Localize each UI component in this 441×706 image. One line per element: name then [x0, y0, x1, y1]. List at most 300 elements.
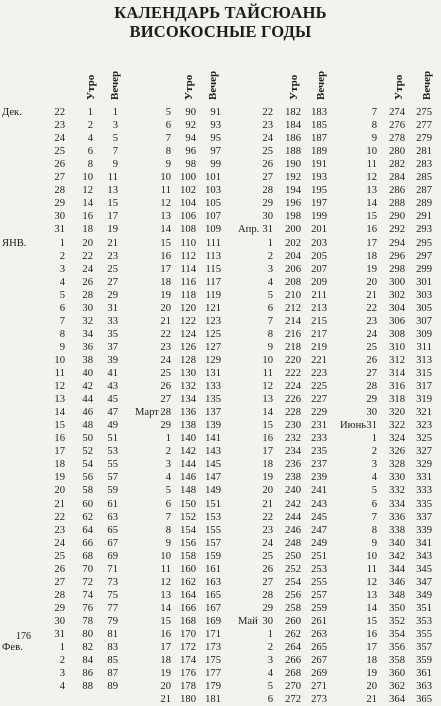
morning-cell: 270	[285, 681, 301, 693]
day-cell: 27	[262, 172, 273, 184]
morning-cell: 250	[285, 550, 301, 562]
day-cell: 3	[59, 263, 65, 275]
evening-cell: 179	[205, 681, 221, 693]
evening-cell: 175	[205, 655, 221, 667]
morning-cell: 92	[185, 120, 196, 132]
morning-cell: 318	[389, 394, 405, 406]
day-cell: 18	[366, 250, 377, 262]
day-cell: 13	[54, 394, 65, 406]
morning-cell: 134	[180, 394, 196, 406]
morning-cell: 202	[285, 237, 301, 249]
evening-cell: 33	[107, 315, 118, 327]
evening-cell: 59	[107, 485, 118, 497]
day-cell: 1	[267, 237, 273, 249]
evening-cell: 139	[205, 420, 221, 432]
header-evening: Вечер	[315, 70, 327, 100]
day-cell: 30	[262, 211, 273, 223]
morning-cell: 272	[285, 694, 301, 706]
evening-cell: 251	[311, 550, 327, 562]
evening-cell: 31	[107, 302, 118, 314]
morning-cell: 294	[389, 237, 405, 249]
day-cell: 24	[54, 133, 65, 145]
morning-cell: 224	[285, 381, 301, 393]
day-cell: 30	[262, 615, 273, 627]
morning-cell: 30	[82, 302, 93, 314]
day-cell: 5	[59, 289, 65, 301]
day-cell: 17	[160, 642, 171, 654]
morning-cell: 100	[180, 172, 196, 184]
day-cell: 18	[54, 459, 65, 471]
morning-cell: 358	[389, 655, 405, 667]
evening-cell: 65	[107, 524, 118, 536]
evening-cell: 207	[311, 263, 327, 275]
evening-cell: 245	[311, 511, 327, 523]
evening-cell: 303	[416, 289, 432, 301]
morning-cell: 240	[285, 485, 301, 497]
day-cell: 18	[160, 276, 171, 288]
evening-cell: 77	[107, 602, 118, 614]
evening-cell: 291	[416, 211, 432, 223]
day-cell: 21	[262, 498, 273, 510]
day-cell: 6	[59, 302, 65, 314]
evening-cell: 51	[107, 433, 118, 445]
day-cell: 16	[160, 250, 171, 262]
evening-cell: 135	[205, 394, 221, 406]
day-cell: 5	[267, 681, 273, 693]
morning-cell: 78	[82, 615, 93, 627]
evening-cell: 339	[416, 524, 432, 536]
day-cell: 28	[366, 381, 377, 393]
day-cell: 6	[267, 302, 273, 314]
morning-cell: 320	[389, 407, 405, 419]
evening-cell: 229	[311, 407, 327, 419]
day-cell: 12	[160, 576, 171, 588]
morning-cell: 322	[389, 420, 405, 432]
morning-cell: 288	[389, 198, 405, 210]
evening-cell: 105	[205, 198, 221, 210]
day-cell: 29	[262, 198, 273, 210]
morning-cell: 276	[389, 120, 405, 132]
day-cell: 22	[262, 107, 273, 118]
day-cell: 9	[165, 159, 171, 171]
day-cell: 19	[262, 472, 273, 484]
evening-cell: 329	[416, 459, 432, 471]
evening-cell: 29	[107, 289, 118, 301]
day-cell: 11	[54, 368, 65, 379]
day-cell: 13	[366, 185, 377, 197]
morning-cell: 360	[389, 668, 405, 680]
evening-cell: 273	[311, 694, 327, 706]
day-cell: 27	[160, 394, 171, 406]
morning-cell: 158	[180, 550, 196, 562]
evening-cell: 311	[416, 341, 432, 353]
evening-cell: 355	[416, 629, 432, 640]
month-label: ЯНВ.	[2, 237, 27, 249]
day-cell: 1	[59, 237, 65, 249]
day-cell: 23	[54, 524, 65, 536]
day-cell: 6	[371, 498, 377, 510]
morning-cell: 68	[82, 550, 93, 562]
evening-cell: 35	[107, 328, 118, 340]
morning-cell: 246	[285, 524, 301, 536]
day-cell: 7	[371, 107, 377, 118]
morning-cell: 154	[180, 524, 196, 536]
day-cell: 31	[54, 224, 65, 236]
day-cell: 23	[262, 524, 273, 536]
morning-cell: 98	[185, 159, 196, 171]
morning-cell: 352	[389, 615, 405, 627]
day-cell: 22	[54, 511, 65, 523]
header-morning: Утро	[85, 74, 97, 100]
morning-cell: 52	[82, 446, 93, 458]
evening-cell: 5	[112, 133, 118, 145]
morning-cell: 2	[87, 120, 93, 132]
evening-cell: 235	[311, 446, 327, 458]
evening-cell: 295	[416, 237, 432, 249]
day-cell: 15	[54, 420, 65, 432]
day-cell: 30	[366, 407, 377, 419]
day-cell: 31	[262, 224, 273, 236]
evening-cell: 287	[416, 185, 432, 197]
morning-cell: 104	[180, 198, 196, 210]
header-evening: Вечер	[109, 70, 121, 100]
evening-cell: 141	[205, 433, 221, 445]
morning-cell: 96	[185, 146, 196, 158]
day-cell: 7	[165, 511, 171, 523]
day-cell: 16	[366, 224, 377, 236]
day-cell: 27	[54, 576, 65, 588]
evening-cell: 307	[416, 315, 432, 327]
morning-cell: 204	[285, 250, 301, 262]
morning-cell: 180	[180, 694, 196, 706]
evening-cell: 85	[107, 655, 118, 667]
day-cell: 9	[59, 341, 65, 353]
morning-cell: 284	[389, 172, 405, 184]
morning-cell: 72	[82, 576, 93, 588]
month-label: Дек.	[2, 107, 22, 118]
morning-cell: 298	[389, 263, 405, 275]
day-cell: 18	[160, 655, 171, 667]
morning-cell: 336	[389, 511, 405, 523]
morning-cell: 90	[185, 107, 196, 118]
day-cell: 28	[54, 185, 65, 197]
morning-cell: 156	[180, 537, 196, 549]
morning-cell: 10	[82, 172, 93, 184]
morning-cell: 70	[82, 563, 93, 575]
day-cell: 11	[160, 185, 171, 197]
morning-cell: 338	[389, 524, 405, 536]
morning-cell: 326	[389, 446, 405, 458]
day-cell: 12	[262, 381, 273, 393]
morning-cell: 86	[82, 668, 93, 680]
morning-cell: 40	[82, 368, 93, 379]
day-cell: 9	[165, 537, 171, 549]
day-cell: 10	[262, 354, 273, 366]
evening-cell: 121	[205, 302, 221, 314]
day-cell: 8	[371, 120, 377, 132]
evening-cell: 351	[416, 602, 432, 614]
morning-cell: 148	[180, 485, 196, 497]
day-cell: 19	[160, 668, 171, 680]
evening-cell: 257	[311, 589, 327, 601]
morning-cell: 362	[389, 681, 405, 693]
day-cell: 16	[160, 629, 171, 640]
day-cell: 14	[160, 224, 171, 236]
evening-cell: 97	[210, 146, 221, 158]
day-cell: 20	[54, 485, 65, 497]
morning-cell: 206	[285, 263, 301, 275]
morning-cell: 94	[185, 133, 196, 145]
morning-cell: 342	[389, 550, 405, 562]
day-cell: 2	[165, 446, 171, 458]
day-cell: 17	[366, 642, 377, 654]
morning-cell: 234	[285, 446, 301, 458]
day-cell: 4	[267, 276, 273, 288]
day-cell: 8	[59, 328, 65, 340]
morning-cell: 258	[285, 602, 301, 614]
day-cell: 15	[366, 211, 377, 223]
morning-cell: 18	[82, 224, 93, 236]
evening-cell: 145	[205, 459, 221, 471]
day-cell: 13	[160, 589, 171, 601]
evening-cell: 115	[205, 263, 221, 275]
day-cell: 26	[54, 159, 65, 171]
day-cell: 12	[366, 172, 377, 184]
evening-cell: 331	[416, 472, 432, 484]
evening-cell: 213	[311, 302, 327, 314]
morning-cell: 220	[285, 354, 301, 366]
day-cell: 21	[366, 694, 377, 706]
evening-cell: 75	[107, 589, 118, 601]
day-cell: 27	[54, 172, 65, 184]
evening-cell: 93	[210, 120, 221, 132]
evening-cell: 261	[311, 615, 327, 627]
day-cell: 29	[54, 198, 65, 210]
day-cell: 15	[160, 615, 171, 627]
day-cell: 24	[160, 354, 171, 366]
morning-cell: 132	[180, 381, 196, 393]
day-cell: 7	[165, 133, 171, 145]
evening-cell: 1	[112, 107, 118, 118]
morning-cell: 108	[180, 224, 196, 236]
day-cell: 10	[366, 550, 377, 562]
day-cell: 3	[59, 668, 65, 680]
day-cell: 25	[366, 341, 377, 353]
morning-cell: 264	[285, 642, 301, 654]
morning-cell: 50	[82, 433, 93, 445]
morning-cell: 28	[82, 289, 93, 301]
day-cell: 24	[262, 537, 273, 549]
evening-cell: 347	[416, 576, 432, 588]
day-cell: 2	[371, 446, 377, 458]
day-cell: 4	[59, 681, 65, 693]
day-cell: 30	[54, 615, 65, 627]
day-cell: 24	[262, 133, 273, 145]
day-cell: 7	[267, 315, 273, 327]
evening-cell: 163	[205, 576, 221, 588]
day-cell: 26	[262, 563, 273, 575]
month-label: Май	[238, 615, 258, 627]
evening-cell: 109	[205, 224, 221, 236]
day-cell: 17	[54, 446, 65, 458]
morning-cell: 256	[285, 589, 301, 601]
morning-cell: 150	[180, 498, 196, 510]
evening-cell: 49	[107, 420, 118, 432]
morning-cell: 54	[82, 459, 93, 471]
day-cell: 25	[160, 368, 171, 379]
evening-cell: 125	[205, 328, 221, 340]
evening-cell: 17	[107, 211, 118, 223]
evening-cell: 297	[416, 250, 432, 262]
morning-cell: 116	[180, 276, 196, 288]
evening-cell: 119	[205, 289, 221, 301]
morning-cell: 344	[389, 563, 405, 575]
morning-cell: 164	[180, 589, 196, 601]
day-cell: 16	[54, 433, 65, 445]
evening-cell: 99	[210, 159, 221, 171]
evening-cell: 117	[205, 276, 221, 288]
morning-cell: 248	[285, 537, 301, 549]
morning-cell: 232	[285, 433, 301, 445]
evening-cell: 341	[416, 537, 432, 549]
day-cell: 2	[59, 250, 65, 262]
day-cell: 12	[366, 576, 377, 588]
evening-cell: 211	[311, 289, 327, 301]
day-cell: 22	[160, 328, 171, 340]
morning-cell: 286	[389, 185, 405, 197]
evening-cell: 215	[311, 315, 327, 327]
evening-cell: 279	[416, 133, 432, 145]
month-label: Апр.	[238, 224, 260, 236]
day-cell: 3	[267, 655, 273, 667]
day-cell: 26	[54, 563, 65, 575]
evening-cell: 247	[311, 524, 327, 536]
morning-cell: 118	[180, 289, 196, 301]
morning-cell: 36	[82, 341, 93, 353]
morning-cell: 216	[285, 328, 301, 340]
evening-cell: 129	[205, 354, 221, 366]
morning-cell: 364	[389, 694, 405, 706]
morning-cell: 198	[285, 211, 301, 223]
morning-cell: 58	[82, 485, 93, 497]
evening-cell: 305	[416, 302, 432, 314]
evening-cell: 259	[311, 602, 327, 614]
page-title: КАЛЕНДАРЬ ТАЙСЮАНЬ	[114, 3, 327, 22]
morning-cell: 4	[87, 133, 93, 145]
morning-cell: 62	[82, 511, 93, 523]
morning-cell: 228	[285, 407, 301, 419]
morning-cell: 172	[180, 642, 196, 654]
evening-cell: 155	[205, 524, 221, 536]
day-cell: 3	[165, 459, 171, 471]
day-cell: 10	[54, 354, 65, 366]
evening-cell: 37	[107, 341, 118, 353]
evening-cell: 239	[311, 472, 327, 484]
morning-cell: 152	[180, 511, 196, 523]
evening-cell: 249	[311, 537, 327, 549]
day-cell: 17	[262, 446, 273, 458]
header-morning: Утро	[288, 74, 300, 100]
morning-cell: 162	[180, 576, 196, 588]
morning-cell: 42	[82, 381, 93, 393]
morning-cell: 210	[285, 289, 301, 301]
morning-cell: 76	[82, 602, 93, 614]
evening-cell: 253	[311, 563, 327, 575]
day-cell: 19	[160, 289, 171, 301]
evening-cell: 27	[107, 276, 118, 288]
evening-cell: 149	[205, 485, 221, 497]
morning-cell: 348	[389, 589, 405, 601]
day-cell: 7	[59, 315, 65, 327]
morning-cell: 12	[82, 185, 93, 197]
morning-cell: 120	[180, 302, 196, 314]
day-cell: 2	[267, 250, 273, 262]
evening-cell: 111	[205, 237, 221, 249]
day-cell: 25	[54, 146, 65, 158]
evening-cell: 153	[205, 511, 221, 523]
evening-cell: 55	[107, 459, 118, 471]
evening-cell: 193	[311, 172, 327, 184]
morning-cell: 316	[389, 381, 405, 393]
evening-cell: 301	[416, 276, 432, 288]
evening-cell: 325	[416, 433, 432, 445]
morning-cell: 66	[82, 537, 93, 549]
evening-cell: 189	[311, 146, 327, 158]
day-cell: 26	[366, 354, 377, 366]
morning-cell: 182	[285, 107, 301, 118]
evening-cell: 169	[205, 615, 221, 627]
morning-cell: 302	[389, 289, 405, 301]
morning-cell: 194	[285, 185, 301, 197]
morning-cell: 32	[82, 315, 93, 327]
morning-cell: 130	[180, 368, 196, 379]
evening-cell: 197	[311, 198, 327, 210]
evening-cell: 21	[107, 237, 118, 249]
day-cell: 3	[371, 459, 377, 471]
evening-cell: 45	[107, 394, 118, 406]
morning-cell: 188	[285, 146, 301, 158]
evening-cell: 181	[205, 694, 221, 706]
day-cell: 17	[160, 263, 171, 275]
day-cell: 22	[366, 302, 377, 314]
day-cell: 4	[371, 472, 377, 484]
day-cell: 23	[160, 341, 171, 353]
morning-cell: 60	[82, 498, 93, 510]
morning-cell: 38	[82, 354, 93, 366]
morning-cell: 200	[285, 224, 301, 236]
evening-cell: 217	[311, 328, 327, 340]
day-cell: 4	[59, 276, 65, 288]
morning-cell: 310	[389, 341, 405, 353]
evening-cell: 225	[311, 381, 327, 393]
day-cell: 12	[160, 198, 171, 210]
morning-cell: 140	[180, 433, 196, 445]
evening-cell: 173	[205, 642, 221, 654]
morning-cell: 44	[82, 394, 93, 406]
evening-cell: 183	[311, 107, 327, 118]
day-cell: 25	[262, 550, 273, 562]
evening-cell: 101	[205, 172, 221, 184]
header-evening: Вечер	[207, 70, 219, 100]
day-cell: 23	[366, 315, 377, 327]
evening-cell: 349	[416, 589, 432, 601]
morning-cell: 312	[389, 354, 405, 366]
day-cell: 29	[160, 420, 171, 432]
morning-cell: 64	[82, 524, 93, 536]
day-cell: 4	[267, 668, 273, 680]
morning-cell: 102	[180, 185, 196, 197]
day-cell: 21	[160, 315, 171, 327]
